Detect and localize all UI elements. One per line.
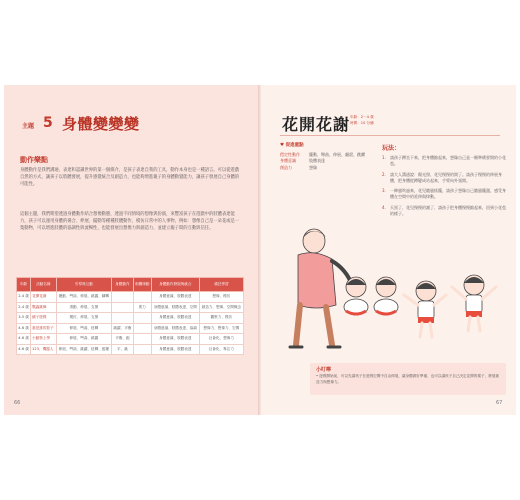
table-cell: 創造力、想像、空間概念 [199,302,243,313]
steps-list [382,155,506,221]
skills-box [280,143,366,171]
table-cell: 3-5 歲 [17,313,31,324]
step-number: 1. [382,155,386,160]
table-cell: 身體意識、肢體表達 [151,334,199,345]
table-header-cell: 相關律動 [133,278,151,292]
activity-name-cell[interactable]: 123，機器人 [31,344,57,355]
table-cell: 伸展、彎曲、扭轉 [56,323,111,334]
theme-number: 5 [43,115,53,131]
table-cell: 4-6 歲 [17,334,31,345]
table-cell [133,313,151,324]
table-header-cell: 身體動作 [112,278,134,292]
skill-key: 身體意識 [280,158,296,163]
table-header-row [17,278,244,292]
step-item [382,205,506,218]
activity-name-cell[interactable]: 瓢蟲跳舞 [31,302,57,313]
table-cell: 身體意識、肢體表達、空間 [151,302,199,313]
table-cell: 肌力 [133,302,151,313]
table-cell [133,344,151,355]
table-cell: 伸展、彎曲、跳躍、扭轉、搖擺 [56,344,111,355]
table-cell: 伸展、彎曲、跳躍 [56,334,111,345]
table-cell: 2-4 歲 [17,302,31,313]
table-header-cell: 備註學習 [199,278,243,292]
table-cell: 擺動、彎曲、伸展、跳躍、翻轉 [56,292,111,303]
table-cell: 模仿、伸展、支撐 [56,313,111,324]
tip-heading: 小叮嚀 [316,367,332,373]
stretching-child [452,275,496,331]
stretching-illustration [276,225,506,355]
theme-paragraph: 這個主題，我們期望透過身體動作結合想像動態，透過不同情境的想像與扮演，來豐富孩子在遊戲中的肢體表達能力，孩子可以運用身體的揚合、伸展、擺動等種種肢體動作，模仿日常中的人事物，例如：想像自己是一朵花或是一隻動物，可以增進肢體的協調性與流暢性，也能發展出想像力與創造力，並建立親子間的互動與信任。 [20,212,240,231]
table-cell [133,323,151,334]
table-cell: 觀察力、模仿 [199,313,243,324]
table-cell: 身體意識、肢體表達 [151,313,199,324]
step-text: 請孩子蹲坐下來，把身體縮起來，想像自己是一顆準備要開的小花苞。 [390,155,506,167]
page-number-left: 66 [14,400,21,406]
table-body [17,292,244,355]
table-cell: 身體意識、肢體表達、協調 [151,323,199,334]
table-cell: 4-6 歲 [17,323,31,334]
table-cell: 滑動、伸展、支撐 [56,302,111,313]
step-text: 一陣風吹過來，花兒隨風搖擺，請孩子想像自己隨風擺盪，感受身體在空間中的延伸與律動。 [390,188,506,200]
skills-heading: ♥ 促進重點 [280,143,304,148]
duration: 時間：10 分鐘 [350,120,374,125]
activity-name-cell[interactable]: 誰是誰的影子 [31,323,57,334]
intro-paragraph: 身體動作是我們溝通、表達和認識世界的第一個媒介，是孩子表達自我的工具，動作本身也是一種語言。可以從遊戲自然的方式，讓孩子以肢體發展，提升感覺統合及創造力，也能夠增進親子的身體動覺能力，讓孩子發展自己身體的可能性。 [20,168,240,187]
table-cell [112,302,134,313]
tip-text: • 遊戲開始前，可以先讓孩子在遊戲空間中自由伸展，讓身體做好準備，也可以讓孩子自己決定花開的樣子，發展創造力與想像力。 [316,374,499,384]
table-cell: 想像、模仿 [199,292,243,303]
tip-box [310,363,506,395]
table-cell: 身體意識、肢體表達 [151,292,199,303]
activity-title: 花開花謝 [282,115,351,134]
table-cell: 跳躍、平衡 [112,323,134,334]
age-range: 年齡：2－4 歲 [350,115,374,119]
activity-table [16,277,244,355]
step-number: 4. [382,204,386,210]
title-divider [280,135,500,136]
crouching-child [374,277,398,315]
how-to-play-heading: 玩法： [382,145,401,152]
activity-name-cell[interactable]: 鏡子遊戲 [31,313,57,324]
table-row [17,292,244,303]
theme-label: 主題 [22,123,35,130]
skill-key: 創造力 [280,164,292,170]
step-text: 請大人溝通說：陽光照、花兒慢慢的開了。請孩子慢慢的伸展身體，把身體從蹲變成站起來，手臂向外張開。 [390,171,502,183]
table-row [17,302,244,313]
table-cell: 2-4 歲 [17,292,31,303]
table-cell: 社會化、想像力 [199,334,243,345]
table-cell [133,334,151,345]
step-text: 天黑了，花兒慢慢的謝了，請孩子把身體慢慢縮起來，回到小花苞的樣子。 [390,204,506,217]
table-row [17,323,244,334]
skill-item [280,165,366,172]
table-cell: 平衡、跑 [112,334,134,345]
activity-name-cell[interactable]: 小動物上學 [31,334,57,345]
step-number: 3. [382,188,386,194]
table-row [17,334,244,345]
table-cell: 想像力、想像力、空間 [199,323,243,334]
table-cell [112,292,134,303]
table-header-cell: 身體動作發展與統合 [151,278,199,292]
adult-figure [290,229,352,347]
activity-name-cell[interactable]: 花開花謝 [31,292,57,303]
theme-title: 身體變變變 [62,115,140,133]
skill-value: 想像 [309,164,317,170]
stretching-child [404,281,446,337]
table-header-cell: 引導與互動 [56,278,111,292]
skill-value: 擺動、彎曲、伸展、翻滾、跳躍 [309,151,365,157]
skill-key: 穩定性動作 [280,151,300,157]
table-cell: 4-6 歲 [17,344,31,355]
table-cell: 社會化、專注力 [199,344,243,355]
crouching-child [344,277,368,315]
table-cell: 平、跳 [112,344,134,355]
step-item [382,188,506,201]
table-cell: 身體意識、肢體表達 [151,344,199,355]
skill-value: 肢體表達 [309,158,325,163]
table-row [17,313,244,324]
book-spread [0,85,520,415]
step-item [382,172,506,185]
step-number: 2. [382,171,386,177]
page-number-right: 67 [496,400,503,406]
table-header-cell: 活動名稱 [31,278,57,292]
table-cell [133,292,151,303]
table-cell [112,313,134,324]
table-row [17,344,244,355]
step-item [382,155,506,168]
section-heading: 動作樂點 [20,156,48,164]
table-header-cell: 年齡 [17,278,31,292]
activity-meta [350,115,374,126]
